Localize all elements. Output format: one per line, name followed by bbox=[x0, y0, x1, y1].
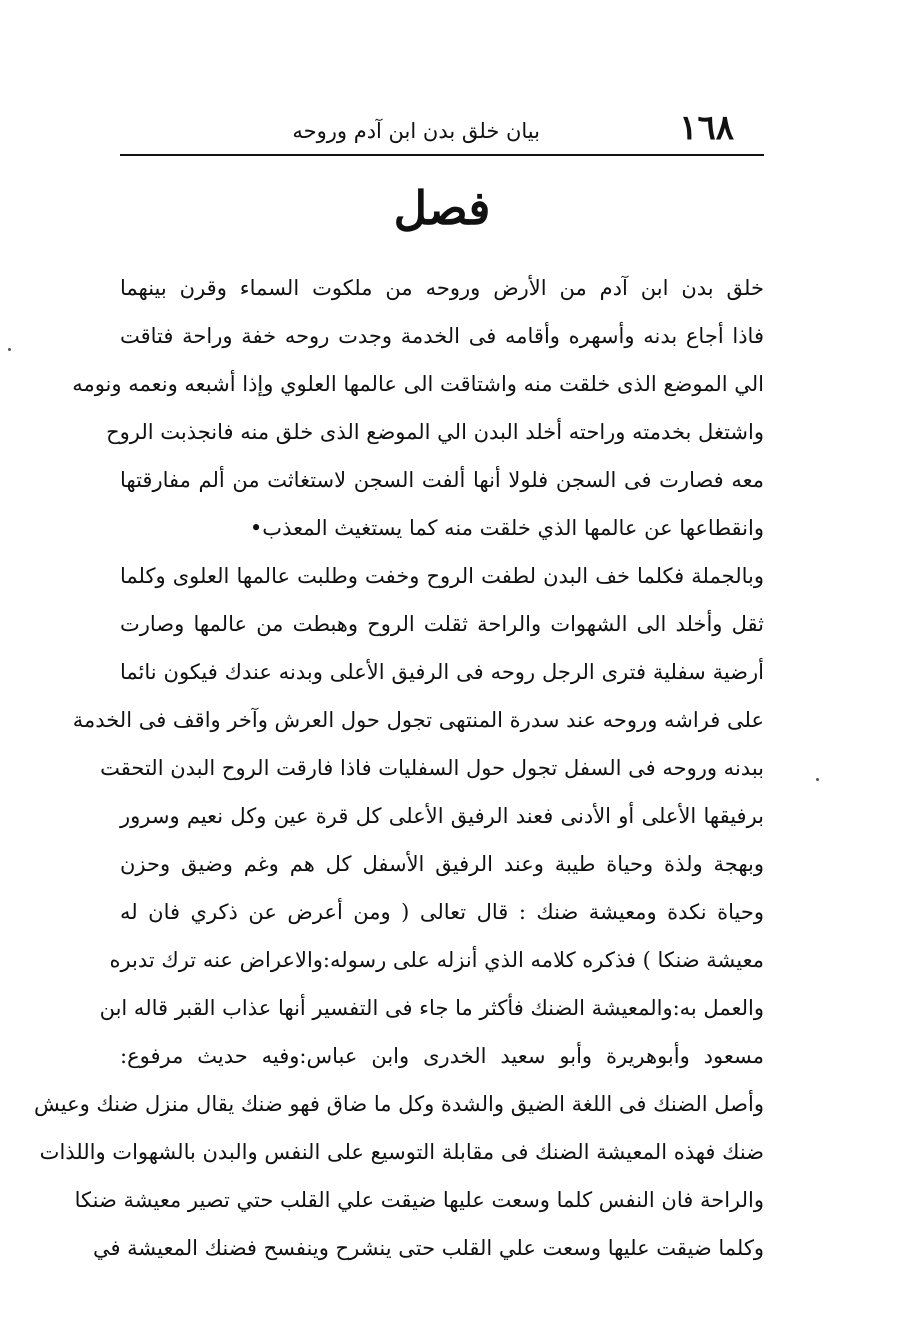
text-line: وبالجملة فكلما خف البدن لطفت الروح وخفت وطلبت عالمها العلوى وكلما bbox=[120, 564, 764, 588]
running-title: بيان خلق بدن ابن آدم وروحه bbox=[292, 119, 540, 143]
text-line: على فراشه وروحه عند سدرة المنتهى تجول حول العرش وآخر واقف فى الخدمة bbox=[72, 708, 764, 732]
text-line: والعمل به:والمعيشة الضنك فأكثر ما جاء فى التفسير أنها عذاب القبر قاله ابن bbox=[99, 996, 764, 1020]
text-line: خلق بدن ابن آدم من الأرض وروحه من ملكوت السماء وقرن بينهما bbox=[120, 276, 764, 300]
text-line: والراحة فان النفس كلما وسعت عليها ضيقت علي القلب حتي تصير معيشة ضنكا bbox=[74, 1188, 764, 1212]
text-line: ضنك فهذه المعيشة الضنك فى مقابلة التوسيع على النفس والبدن بالشهوات واللذات bbox=[39, 1140, 764, 1164]
margin-speck bbox=[8, 348, 11, 351]
text-line: وبهجة ولذة وحياة طيبة وعند الرفيق الأسفل كل هم وغم وضيق وحزن bbox=[120, 852, 764, 876]
body-text bbox=[33, 264, 764, 1272]
text-line: ثقل وأخلد الى الشهوات والراحة ثقلت الروح وهبطت من عالمها وصارت bbox=[120, 612, 764, 636]
text-line: أرضية سفلية فترى الرجل روحه فى الرفيق الأعلى وبدنه عندك فيكون نائما bbox=[120, 660, 764, 684]
text-line: مسعود وأبوهريرة وأبو سعيد الخدرى وابن عباس:وفيه حديث مرفوع: bbox=[120, 1044, 764, 1068]
text-line: واشتغل بخدمته وراحته أخلد البدن الي الموضع الذى خلق منه فانجذبت الروح bbox=[106, 420, 764, 444]
text-line: الي الموضع الذى خلقت منه واشتاقت الى عالمها العلوي وإذا أشبعه ونعمه ونومه bbox=[72, 372, 764, 396]
text-line: ببدنه وروحه فى السفل تجول حول السفليات فاذا فارقت الروح البدن التحقت bbox=[100, 756, 764, 780]
header-rule bbox=[120, 154, 764, 156]
text-line: وكلما ضيقت عليها وسعت علي القلب حتى ينشرح وينفسح فضنك المعيشة في bbox=[92, 1236, 764, 1260]
text-line: برفيقها الأعلى أو الأدنى فعند الرفيق الأعلى كل قرة عين وكل نعيم وسرور bbox=[120, 804, 764, 828]
text-line: فاذا أجاع بدنه وأسهره وأقامه فى الخدمة وجدت روحه خفة وراحة فتاقت bbox=[120, 324, 764, 348]
text-line: معيشة ضنكا ) فذكره كلامه الذي أنزله على رسوله:والاعراض عنه ترك تدبره bbox=[109, 948, 764, 972]
text-line: معه فصارت فى السجن فلولا أنها ألفت السجن لاستغاثت من ألم مفارقتها bbox=[120, 468, 764, 492]
section-title: فصل bbox=[393, 181, 491, 235]
text-line: وأصل الضنك فى اللغة الضيق والشدة وكل ما ضاق فهو ضنك يقال منزل ضنك وعيش bbox=[33, 1092, 764, 1116]
page-header bbox=[120, 108, 764, 152]
margin-speck bbox=[816, 778, 819, 781]
text-line: وحياة نكدة ومعيشة ضنك : قال تعالى ( ومن أعرض عن ذكري فان له bbox=[120, 900, 764, 924]
text-line: وانقطاعها عن عالمها الذي خلقت منه كما يستغيث المعذب• bbox=[249, 516, 764, 540]
page-number: ١٦٨ bbox=[679, 108, 734, 148]
